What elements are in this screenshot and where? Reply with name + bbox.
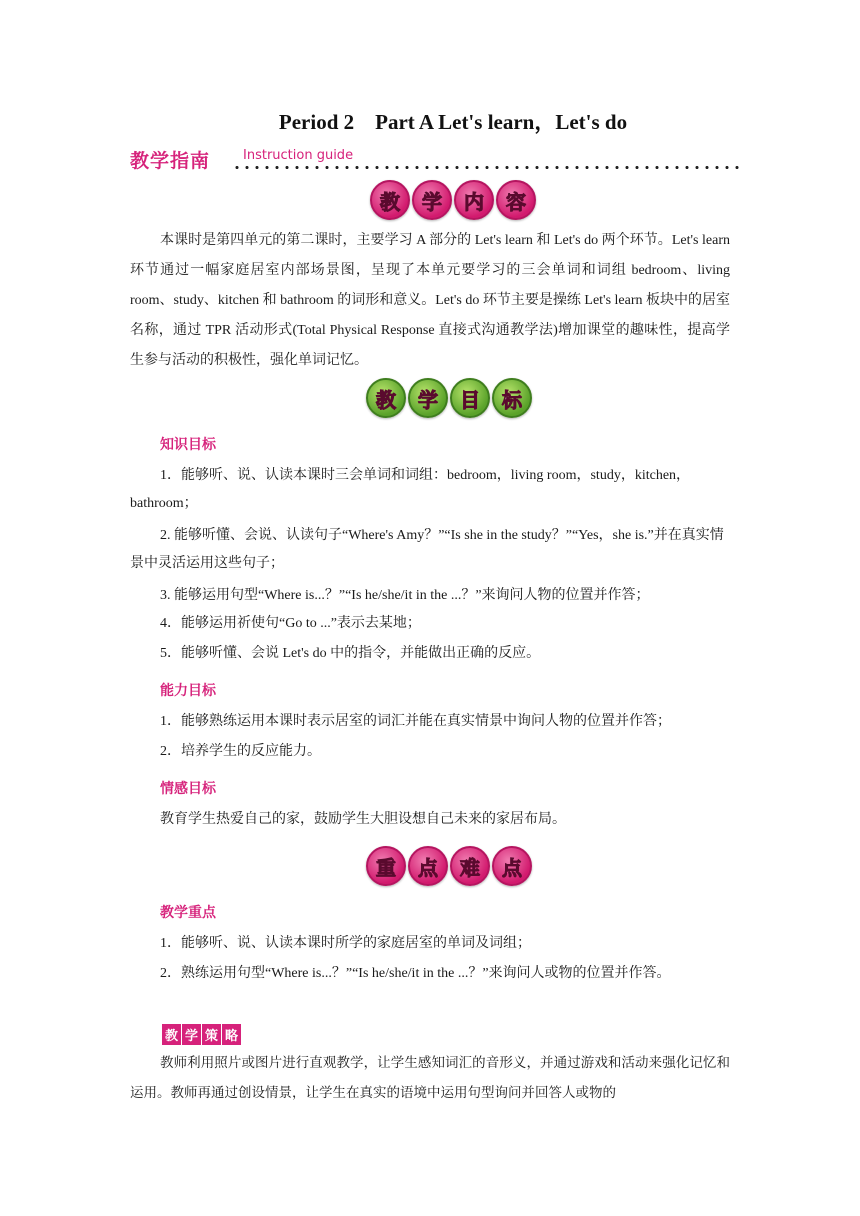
badge-char: 标 xyxy=(492,378,532,418)
teaching-strategy-label xyxy=(162,1024,241,1045)
badge-char: 学 xyxy=(408,378,448,418)
instruction-guide-banner xyxy=(130,146,740,172)
strategy-char: 策 xyxy=(202,1024,221,1045)
key-points-heading: 教学重点 xyxy=(160,905,216,921)
strategy-char: 略 xyxy=(222,1024,241,1045)
badge-char: 难 xyxy=(450,846,490,886)
intro-paragraph: 本课时是第四单元的第二课时，主要学习 A 部分的 Let's learn 和 Let's do 两个环节。Let's learn 环节通过一幅家庭居室内部场景图，呈现了本单元要学习的三会单词和词组 bedroom、living room、study、kitchen 和 bathroom 的词形和意义。Let's do 环节主要是操练 Let's learn 板块中的居室名称，通过 TPR 活动形式(Total Physical Response 直接式沟通教学法)增加课堂的趣味性，提高学生参与活动的积极性，强化单词记忆。 xyxy=(130,233,730,368)
strategy-char: 教 xyxy=(162,1024,181,1045)
badge-char: 容 xyxy=(496,180,536,220)
knowledge-item: 2. 能够听懂、会说、认读句子“Where's Amy？”“Is she in the study？”“Yes，she is.”并在真实情景中灵活运用这些句子； xyxy=(130,528,724,571)
knowledge-item: 1．能够听、说、认读本课时三会单词和词组：bedroom，living room，study，kitchen，bathroom； xyxy=(130,468,691,511)
emotion-goals-heading: 情感目标 xyxy=(160,781,216,797)
knowledge-item: 5．能够听懂、会说 Let's do 中的指令，并能做出正确的反应。 xyxy=(160,646,541,661)
strategy-text: 教师利用照片或图片进行直观教学，让学生感知词汇的音形义，并通过游戏和活动来强化记忆和运用。教师再通过创设情景，让学生在真实的语境中运用句型询问并回答人或物的 xyxy=(130,1055,730,1101)
ability-item: 1．能够熟练运用本课时表示居室的词汇并能在真实情景中询问人物的位置并作答； xyxy=(160,714,671,729)
key-point-item: 2．熟练运用句型“Where is...？”“Is he/she/it in the ...？”来询问人或物的位置并作答。 xyxy=(160,966,671,981)
guide-label-en: Instruction guide xyxy=(243,148,354,163)
knowledge-goals-heading: 知识目标 xyxy=(160,437,216,453)
ability-item: 2．培养学生的反应能力。 xyxy=(160,744,321,759)
key-point-item: 1．能够听、说、认读本课时所学的家庭居室的单词及词组； xyxy=(160,936,531,951)
teaching-goals-badge xyxy=(366,378,532,418)
keypoints-badge xyxy=(366,846,532,886)
teaching-content-badge xyxy=(370,180,536,220)
badge-char: 重 xyxy=(366,846,406,886)
ability-goals-heading: 能力目标 xyxy=(160,683,216,699)
strategy-char: 学 xyxy=(182,1024,201,1045)
badge-char: 点 xyxy=(408,846,448,886)
badge-char: 学 xyxy=(412,180,452,220)
badge-char: 点 xyxy=(492,846,532,886)
badge-char: 目 xyxy=(450,378,490,418)
lesson-title: Period 2 Part A Let's learn，Let's do xyxy=(278,110,628,134)
badge-char: 教 xyxy=(370,180,410,220)
dotted-divider xyxy=(232,165,740,170)
badge-char: 教 xyxy=(366,378,406,418)
knowledge-item: 4．能够运用祈使句“Go to ...”表示去某地； xyxy=(160,616,421,631)
emotion-text: 教育学生热爱自己的家，鼓励学生大胆设想自己未来的家居布局。 xyxy=(160,812,566,827)
badge-char: 内 xyxy=(454,180,494,220)
knowledge-item: 3. 能够运用句型“Where is...？”“Is he/she/it in the ...？”来询问人物的位置并作答； xyxy=(160,588,650,603)
guide-label-zh: 教学指南 xyxy=(130,150,211,172)
